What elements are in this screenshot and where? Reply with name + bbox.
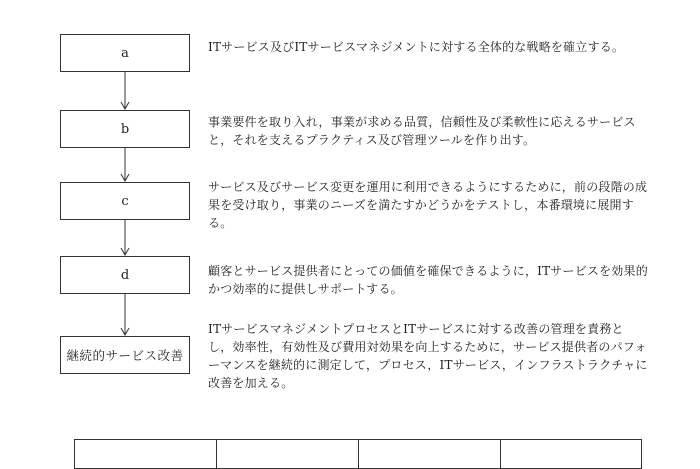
table-divider-3 [500, 440, 501, 468]
box-label-a: a [121, 45, 129, 61]
table-divider-2 [358, 440, 359, 468]
lifecycle-box-a [60, 34, 190, 72]
lifecycle-box-c [60, 182, 190, 220]
answer-table-fragment [74, 439, 642, 469]
table-divider-1 [216, 440, 217, 468]
box-label-d: d [120, 267, 130, 283]
step-c-description: サービス及びサービス変更を運用に利用できるようにするために，前の段階の成果を受け取り，事業のニーズを満たすかどうかをテストし，本番環境に展開する。 [208, 180, 648, 230]
step-a-description: ITサービス及びITサービスマネジメントに対する全体的な戦略を確立する。 [208, 40, 625, 54]
lifecycle-box-d [60, 256, 190, 294]
lifecycle-box-continual-improvement [60, 336, 190, 374]
arrow-a-to-b [124, 72, 126, 110]
step-b-description: 事業要件を取り入れ，事業が求める品質，信頼性及び柔軟性に応えるサービスと，それを支えるプラクティス及び管理ツールを作り出す。 [208, 115, 636, 147]
arrow-b-to-c [124, 148, 126, 182]
box-label-c: c [121, 193, 129, 209]
lifecycle-box-b [60, 110, 190, 148]
box-label-continual-improvement: 継続的サービス改善 [66, 348, 184, 363]
arrow-c-to-d [124, 220, 126, 256]
arrow-d-to-csi [124, 294, 126, 336]
step-d-description: 顧客とサービス提供者にとっての価値を確保できるように，ITサービスを効果的かつ効率的に提供しサポートする。 [208, 264, 648, 296]
step-continual-improvement-description: ITサービスマネジメントプロセスとITサービスに対する改善の管理を責務とし，効率性，有効性及び費用対効果を向上するために，サービス提供者のパフォーマンスを継続的に測定して，プロセス，ITサービス，インフラストラクチャに改善を加える。 [208, 322, 648, 390]
box-label-b: b [120, 121, 130, 137]
